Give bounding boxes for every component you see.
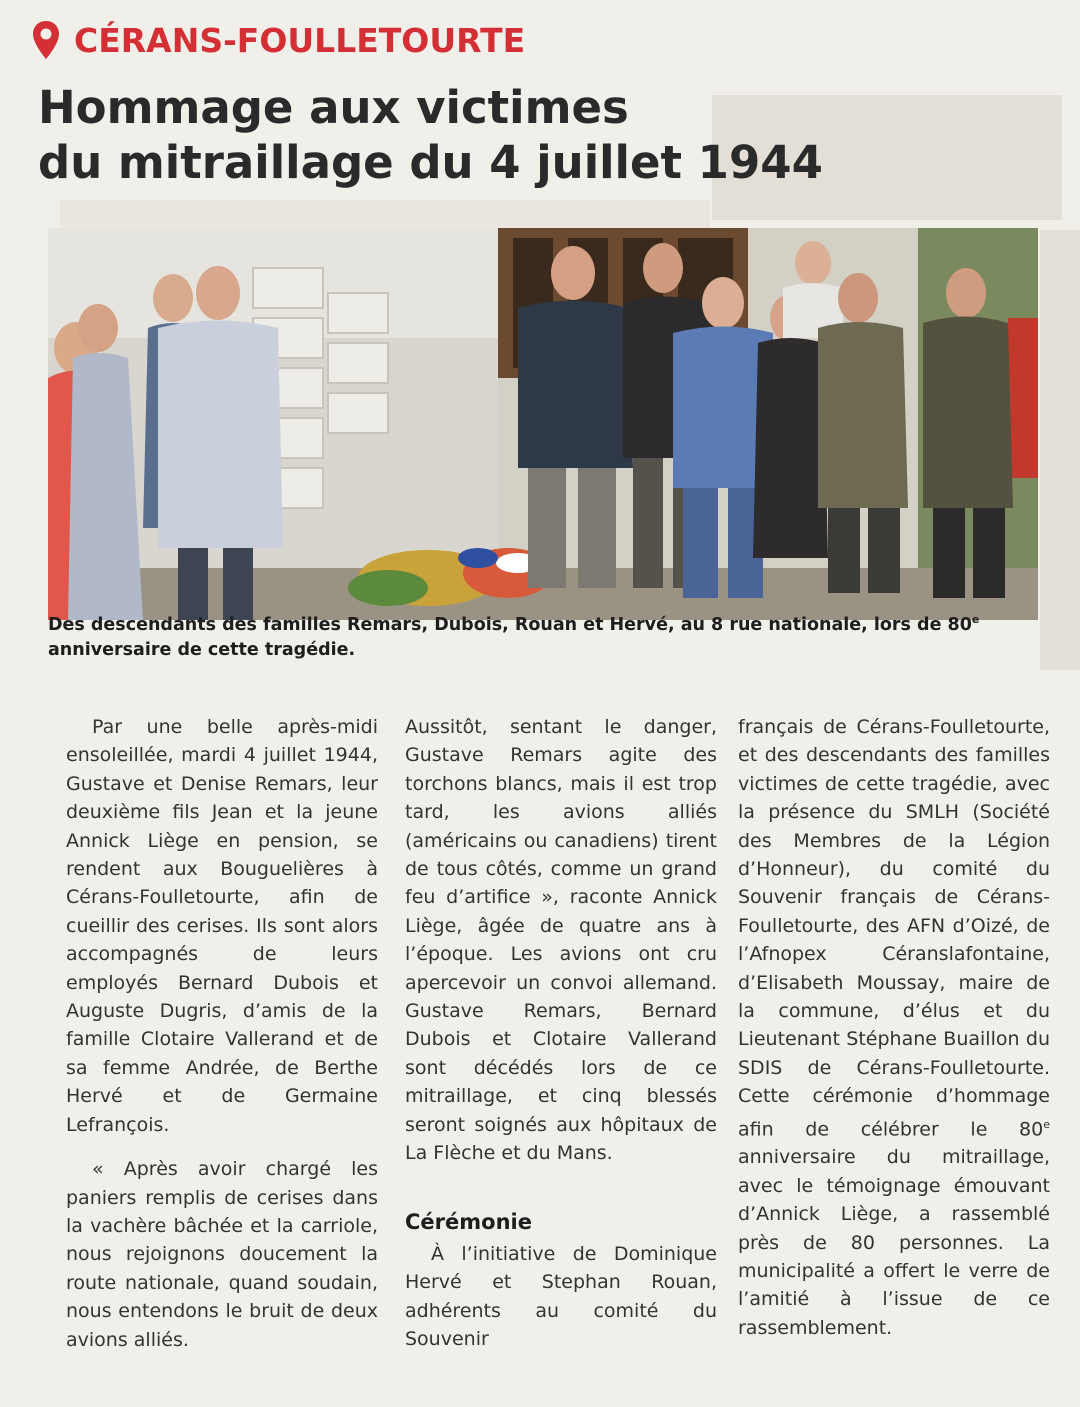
caption-text-end: anniversaire de cette tragédie. bbox=[48, 639, 356, 660]
bleed-through-strip-left bbox=[60, 200, 710, 230]
article-paragraph-4: À l’initiative de Dominique Hervé et Stephan Rouan, adhérents au comité du Souvenir bbox=[405, 1242, 717, 1351]
location-kicker bbox=[32, 20, 525, 60]
article-paragraph-5 bbox=[738, 713, 1050, 1342]
location-label: CÉRANS-FOULLETOURTE bbox=[74, 20, 526, 60]
location-pin-icon bbox=[32, 20, 60, 60]
article-paragraph-1: Par une belle après-midi ensoleillée, mardi 4 juillet 1944, Gustave et Denise Remars, leur deuxième fils Jean et la jeune Annick Liège en pension, se rendent aux Bouguelières à Cérans-Foulletourte, afin de cueillir des cerises. Ils sont alors accompagnés de leurs employés Bernard Dubois et Auguste Dugris, d’amis de la famille Clotaire Vallerand et de sa femme Andrée, de Berthe Hervé et de Germaine Lefrançois. bbox=[66, 716, 378, 1136]
caption-text: Des descendants des familles Remars, Dubois, Rouan et Hervé, au 8 rue nationale, lors de 80 bbox=[48, 614, 972, 635]
paragraph-5-superscript: e bbox=[1043, 1117, 1050, 1131]
paragraph-5-part-2: anniversaire du mitraillage, avec le témoignage émouvant d’Annick Liège, a rassemblé près de 80 personnes. La municipalité a offert le verre de l’amitié à l’issue de ce rassemblement. bbox=[738, 1146, 1050, 1339]
article-headline bbox=[38, 80, 823, 190]
headline-line-1: Hommage aux victimes bbox=[38, 81, 629, 134]
article-paragraph-2: « Après avoir chargé les paniers remplis de cerises dans la vachère bâchée et la carriole, nous rejoignons doucement la route nationale, quand soudain, nous entendons le bruit de deux avions alliés. bbox=[66, 1158, 378, 1351]
headline-line-2: du mitraillage du 4 juillet 1944 bbox=[38, 136, 823, 189]
bleed-through-strip bbox=[1040, 230, 1080, 670]
article-photo bbox=[48, 228, 1038, 620]
paragraph-5-part-1: français de Cérans-Foulletourte, et des descendants des familles victimes de cette tragédie, avec la présence du SMLH (Société des Membres de la Légion d’Honneur), du comité du Souvenir français de Cérans-Foulletourte, des AFN d’Oizé, de l’Afnopex Céranslafontaine, d’Elisabeth Moussay, maire de la commune, d’élus et du Lieutenant Stéphane Buaillon du SDIS de Cérans-Foulletourte. Cette cérémonie d’hommage afin de célébrer le 80 bbox=[738, 716, 1050, 1141]
article-paragraph-3: Aussitôt, sentant le danger, Gustave Remars agite des torchons blancs, mais il est trop tard, les avions alliés (américains ou canadiens) tirent de tous côtés, comme un grand feu d’artifice », raconte Annick Liège, âgée de quatre ans à l’époque. Les avions ont cru apercevoir un convoi allemand. Gustave Remars, Bernard Dubois et Clotaire Vallerand sont décédés lors de ce mitraillage, et cinq blessés seront soignés aux hôpitaux de La Flèche et du Mans. bbox=[405, 716, 717, 1165]
photo-caption bbox=[48, 607, 1038, 663]
article-column-2 bbox=[405, 713, 717, 1354]
article-column-3 bbox=[738, 713, 1050, 1342]
article-column-1 bbox=[66, 713, 378, 1354]
section-subheading: Cérémonie bbox=[405, 1209, 532, 1234]
caption-superscript: e bbox=[971, 613, 980, 626]
